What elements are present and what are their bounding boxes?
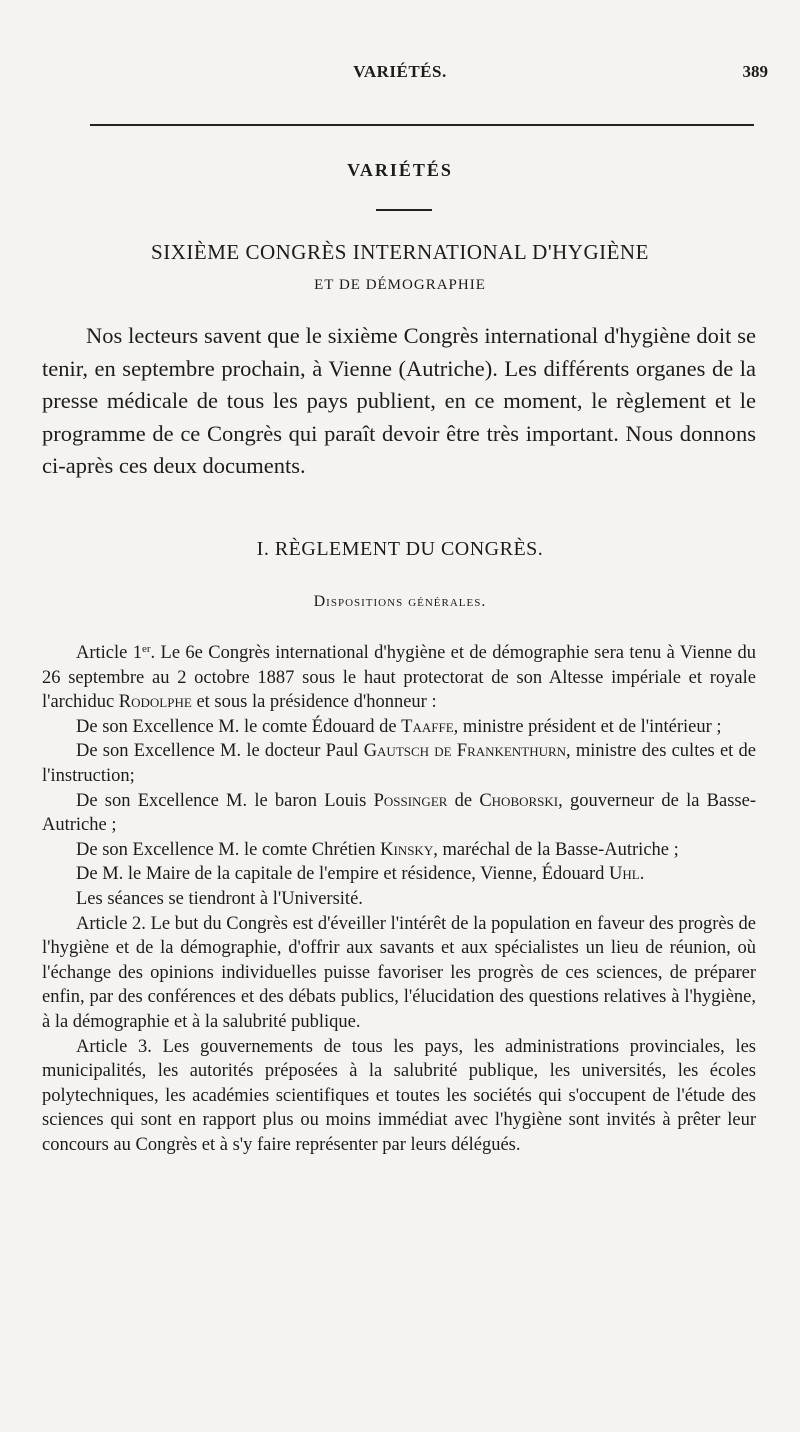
top-rule	[90, 124, 754, 126]
article-1-label-sup: er	[142, 643, 151, 655]
honoree-1	[42, 715, 756, 740]
honoree-text: De son Excellence M. le comte Chrétien	[76, 839, 381, 860]
honoree-text: .	[639, 864, 645, 885]
honoree-text: De son Excellence M. le baron Louis	[76, 790, 374, 811]
short-rule	[376, 209, 432, 211]
article-1-name: Rodolphe	[118, 692, 192, 713]
page-number: 389	[742, 62, 768, 81]
article-body	[42, 641, 756, 1157]
article-2: Article 2. Le but du Congrès est d'éveiller l'intérêt de la population en faveur des progrès de l'hygiène et de la démographie, d'offrir aux savants et aux spécialistes un lieu de réunion, où l'échange des opinions individuelles puisse favoriser les progrès de ces sciences, de préparer enfin, par des conférences et des débats publics, l'élucidation des questions relatives à l'hygiène, à la démographie et à la salubrité publique.	[42, 913, 756, 1032]
honoree-name: Gautsch de Frankenthurn	[363, 741, 567, 762]
section-title: VARIÉTÉS	[347, 160, 453, 180]
article-3: Article 3. Les gouvernements de tous les pays, les administrations provinciales, les municipalités, les autorités préposées à la salubrité publique, les universités, les écoles polytechniques, les académies scientifiques et toutes les sociétés qui s'occupent de l'étude des sciences qui sont en rapport plus ou moins immédiat avec l'hygiène sont invités à prêter leur concours au Congrès et à s'y faire représenter par leurs délégués.	[42, 1036, 756, 1155]
honoree-name: Uhl	[609, 864, 640, 885]
article-1-tail: et sous la présidence d'honneur :	[191, 692, 437, 713]
honoree-text: de	[447, 790, 480, 811]
main-title: SIXIÈME CONGRÈS INTERNATIONAL D'HYGIÈNE	[151, 240, 649, 264]
honoree-name: Taaffe	[401, 716, 454, 737]
sessions-note: Les séances se tiendront à l'Université.	[76, 888, 363, 909]
honoree-text: De son Excellence M. le comte Édouard de	[76, 716, 402, 737]
subtitle: ET DE DÉMOGRAPHIE	[314, 277, 486, 293]
honoree-text: , ministre des cultes et de l'instruction;	[42, 741, 756, 786]
honoree-2	[42, 739, 756, 788]
page-header	[0, 62, 800, 92]
honoree-name: Kinsky	[380, 839, 434, 860]
intro-paragraph: Nos lecteurs savent que le sixième Congrès international d'hygiène doit se tenir, en septembre prochain, à Vienne (Autriche). Les différents organes de la presse médicale de tous les pays publient, en ce moment, le règlement et le programme de ce Congrès qui paraît devoir être très important. Nous donnons ci-après ces deux documents.	[42, 323, 756, 478]
honoree-text: De M. le Maire de la capitale de l'empire et résidence, Vienne, Édouard	[76, 864, 610, 885]
honoree-4	[42, 838, 756, 863]
article-1	[42, 641, 756, 715]
article-1-label: Article 1	[76, 643, 142, 663]
subsection-title: Dispositions générales.	[313, 593, 487, 610]
article-1-text: . Le 6e Congrès international d'hygiène et de démographie sera tenu à Vienne du 26 septembre au 2 octobre 1887 sous le haut protectorat de son Altesse impériale et royale l'archiduc	[42, 643, 756, 713]
honoree-name: Possinger	[373, 790, 448, 811]
running-head: VARIÉTÉS.	[353, 62, 447, 81]
honoree-text: De son Excellence M. le docteur Paul	[76, 741, 364, 762]
honoree-text: , ministre président et de l'intérieur ;	[453, 716, 722, 737]
part-title: I. RÈGLEMENT DU CONGRÈS.	[256, 538, 544, 560]
honoree-name: Choborski	[479, 790, 559, 811]
honoree-text: , maréchal de la Basse-Autriche ;	[433, 839, 679, 860]
honoree-3	[42, 789, 756, 838]
honoree-text: , gouverneur de la Basse-Autriche ;	[42, 790, 756, 836]
honoree-5	[42, 862, 756, 887]
